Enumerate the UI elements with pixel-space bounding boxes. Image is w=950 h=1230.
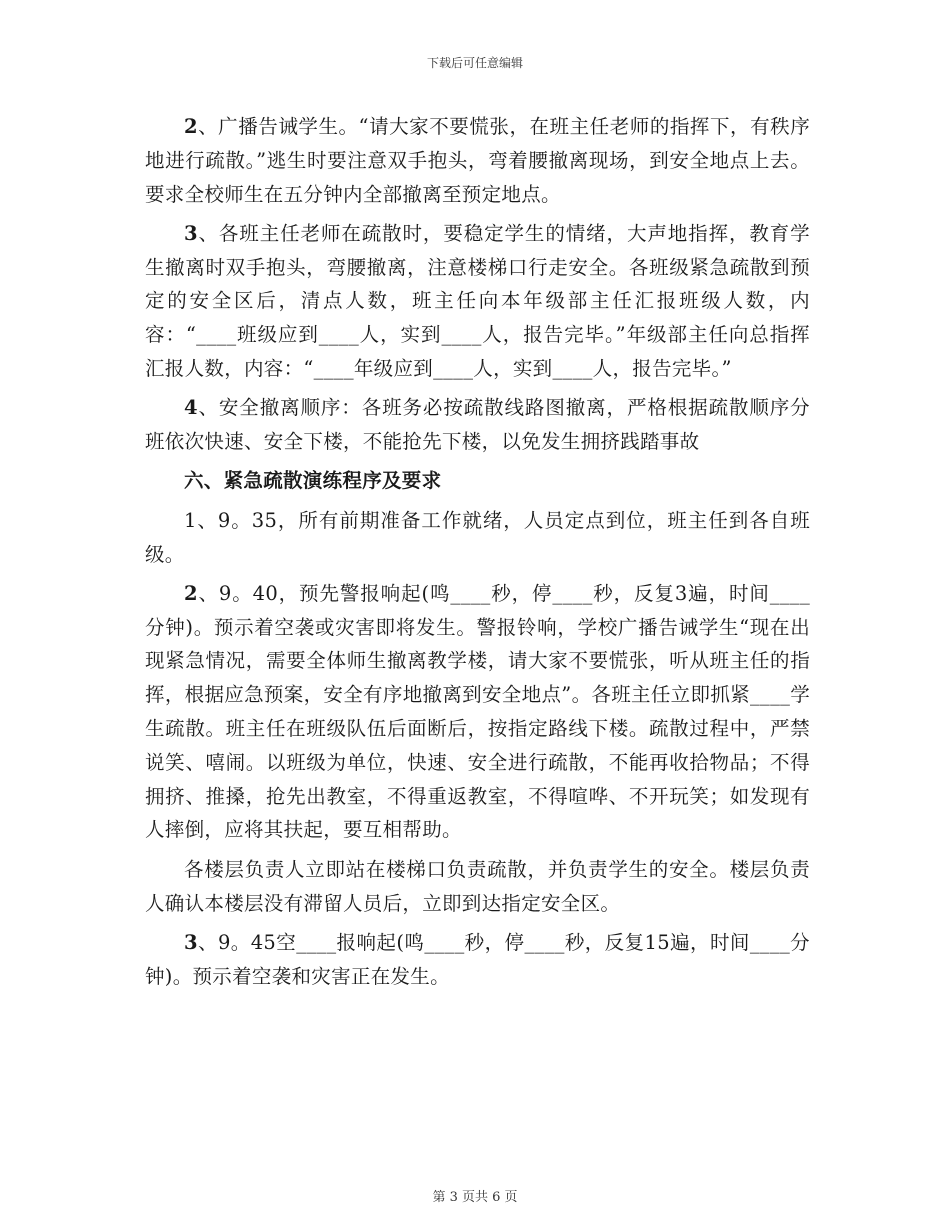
paragraph-step-1 [145, 504, 810, 572]
paragraph-text: 、9。35，所有前期准备工作就绪，人员定点到位，班主任到各自班级。 [145, 508, 810, 566]
paragraph-number: 1 [184, 508, 197, 532]
paragraph-floor-leaders [145, 853, 810, 921]
paragraph-number: 3 [184, 930, 198, 954]
paragraph-number: 4 [184, 396, 198, 420]
paragraph-number: 2 [184, 581, 198, 605]
paragraph-number: 2 [184, 115, 198, 138]
page-footer: 第 3 页共 6 页 [432, 1190, 518, 1205]
paragraph-step-2 [145, 577, 810, 847]
paragraph-text: 、安全撤离顺序：各班务必按疏散线路图撤离，严格根据疏散顺序分班依次快速、安全下楼，不能抢先下楼，以免发生拥挤践踏事故 [145, 396, 810, 454]
paragraph-teacher-duties [145, 217, 810, 386]
paragraph-text: 各楼层负责人立即站在楼梯口负责疏散，并负责学生的安全。楼层负责人确认本楼层没有滞留人员后，立即到达指定安全区。 [145, 857, 810, 915]
paragraph-text: 、各班主任老师在疏散时，要稳定学生的情绪，大声地指挥，教育学生撤离时双手抱头，弯腰撤离，注意楼梯口行走安全。各班级紧急疏散到预定的安全区后，清点人数，班主任向本年级部主任汇报班级人数，内容：“____班级应到____人，实到____人，报告完毕。”年级部主任向总指挥汇报人数，内容：“____年级应到____人，实到____人，报告完毕。” [145, 221, 810, 381]
paragraph-step-3 [145, 926, 810, 994]
section-heading: 六、紧急疏散演练程序及要求 [184, 469, 442, 493]
paragraph-evacuation-order [145, 391, 810, 459]
paragraph-text: 、9。45空____报响起(鸣____秒，停____秒，反复15遍，时间____分钟)。预示着空袭和灾害正在发生。 [145, 930, 810, 988]
paragraph-number: 3 [184, 221, 198, 245]
paragraph-text: 、广播告诫学生。“请大家不要慌张，在班主任老师的指挥下，有秩序地进行疏散。”逃生时要注意双手抱头，弯着腰撤离现场，到安全地点上去。要求全校师生在五分钟内全部撤离至预定地点。 [145, 115, 810, 206]
paragraph-text: 、9。40，预先警报响起(鸣____秒，停____秒，反复3遍，时间____分钟)。预示着空袭或灾害即将发生。警报铃响，学校广播告诫学生“现在出现紧急情况，需要全体师生撤离教学楼，请大家不要慌张，听从班主任的指挥，根据应急预案，安全有序地撤离到安全地点”。各班主任立即抓紧____学生疏散。班主任在班级队伍后面断后，按指定路线下楼。疏散过程中，严禁说笑、嘻闹。以班级为单位，快速、安全进行疏散，不能再收拾物品；不得拥挤、推搡，抢先出教室，不得重返教室，不得喧哗、不开玩笑；如发现有人摔倒，应将其扶起，要互相帮助。 [145, 581, 810, 842]
page-header: 下载后可任意编辑 [426, 56, 523, 70]
paragraph-broadcast [145, 110, 810, 211]
document-body [145, 110, 810, 993]
